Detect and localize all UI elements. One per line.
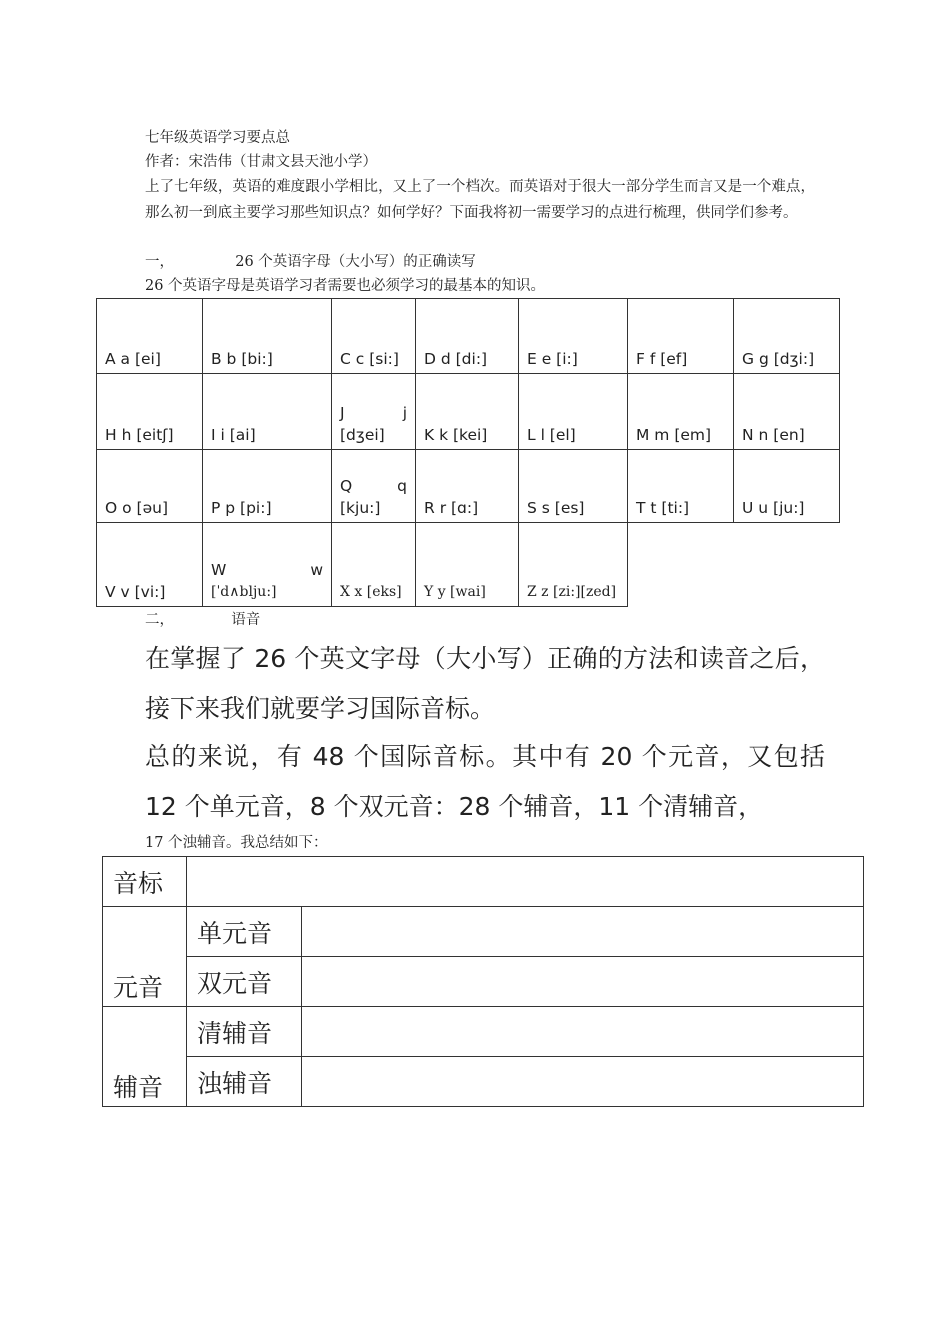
vowel-label: 元音 <box>103 907 187 1007</box>
section1-number: 一， <box>145 254 174 270</box>
section2-title: 语音 <box>231 612 261 628</box>
doc-title: 七年级英语学习要点总 <box>145 130 290 146</box>
alphabet-row <box>97 523 840 607</box>
letter-h: H h [eitʃ] <box>97 374 203 450</box>
letter-i: I i [ai] <box>203 374 332 450</box>
voiced-consonant-label: 浊辅音 <box>187 1057 302 1107</box>
letter-j <box>332 374 416 450</box>
letter-z: Z z [zi:][zed] <box>519 523 628 607</box>
section2-heading <box>145 610 260 630</box>
letter-v: V v [vi:] <box>97 523 203 607</box>
letter-f: F f [ef] <box>628 299 734 374</box>
diphthong-label: 双元音 <box>187 957 302 1007</box>
phonetics-row <box>103 1007 864 1057</box>
alphabet-table <box>96 298 840 607</box>
phonetics-intro-paragraph: 在掌握了 26 个英文字母（大小写）正确的方法和读音之后，接下来我们就要学习国际音标。 <box>145 644 825 723</box>
letter-q-upper: Q <box>340 477 353 495</box>
diphthong-value <box>302 957 864 1007</box>
alphabet-row <box>97 374 840 450</box>
letter-n: N n [en] <box>734 374 840 450</box>
alphabet-row <box>97 450 840 523</box>
letter-j-ipa: [dʒei] <box>340 426 385 444</box>
phonetics-row <box>103 857 864 907</box>
letter-q <box>332 450 416 523</box>
phonetics-header-value <box>187 857 864 907</box>
phonetics-row <box>103 907 864 957</box>
letter-a: A a [ei] <box>97 299 203 374</box>
letter-j-lower: j <box>402 404 407 422</box>
phonetics-table <box>102 856 864 1107</box>
alphabet-row <box>97 299 840 374</box>
letter-o: O o [əu] <box>97 450 203 523</box>
letter-x: X x [eks] <box>332 523 416 607</box>
letter-w-upper: W <box>211 561 227 579</box>
monophthong-value <box>302 907 864 957</box>
empty-cell <box>734 523 840 607</box>
letter-s: S s [es] <box>519 450 628 523</box>
section2-number: 二， <box>145 612 174 628</box>
letter-t: T t [ti:] <box>628 450 734 523</box>
voiceless-consonant-value <box>302 1007 864 1057</box>
letter-r: R r [ɑ:] <box>416 450 519 523</box>
consonant-label: 辅音 <box>103 1007 187 1107</box>
letter-m: M m [em] <box>628 374 734 450</box>
phonetics-row <box>103 1057 864 1107</box>
letter-w-lower: w <box>310 561 323 579</box>
section1-desc: 26 个英语字母是英语学习者需要也必须学习的最基本的知识。 <box>145 278 546 294</box>
letter-q-ipa: [kju:] <box>340 499 381 517</box>
doc-author: 作者：宋浩伟（甘肃文县天池小学） <box>145 154 377 170</box>
letter-g: G g [dʒi:] <box>734 299 840 374</box>
empty-cell <box>628 523 734 607</box>
letter-c: C c [si:] <box>332 299 416 374</box>
phonetics-count-paragraph: 总的来说，有 48 个国际音标。其中有 20 个元音，又包括 12 个单元音，8 个双元音：28 个辅音，11 个清辅音， <box>145 742 825 821</box>
letter-k: K k [kei] <box>416 374 519 450</box>
letter-y: Y y [wai] <box>416 523 519 607</box>
letter-j-upper: J <box>340 404 345 422</box>
section1-title: 26 个英语字母（大小写）的正确读写 <box>235 254 476 270</box>
phonetics-summary-line: 17 个浊辅音。我总结如下： <box>145 835 328 851</box>
phonetics-row <box>103 957 864 1007</box>
voiceless-consonant-label: 清辅音 <box>187 1007 302 1057</box>
letter-w <box>203 523 332 607</box>
section1-heading <box>145 252 476 272</box>
letter-p: P p [pi:] <box>203 450 332 523</box>
letter-q-lower: q <box>397 477 407 495</box>
letter-e: E e [i:] <box>519 299 628 374</box>
letter-u: U u [ju:] <box>734 450 840 523</box>
letter-b: B b [bi:] <box>203 299 332 374</box>
voiced-consonant-value <box>302 1057 864 1107</box>
monophthong-label: 单元音 <box>187 907 302 957</box>
letter-d: D d [di:] <box>416 299 519 374</box>
phonetics-header-label: 音标 <box>103 857 187 907</box>
letter-w-ipa: [ˈd∧blju:] <box>211 584 277 600</box>
letter-l: L l [el] <box>519 374 628 450</box>
intro-paragraph: 上了七年级，英语的难度跟小学相比，又上了一个档次。而英语对于很大一部分学生而言又是一个难点，那么初一到底主要学习那些知识点？如何学好？下面我将初一需要学习的点进行梳理，供同学们参考。 <box>145 179 815 221</box>
